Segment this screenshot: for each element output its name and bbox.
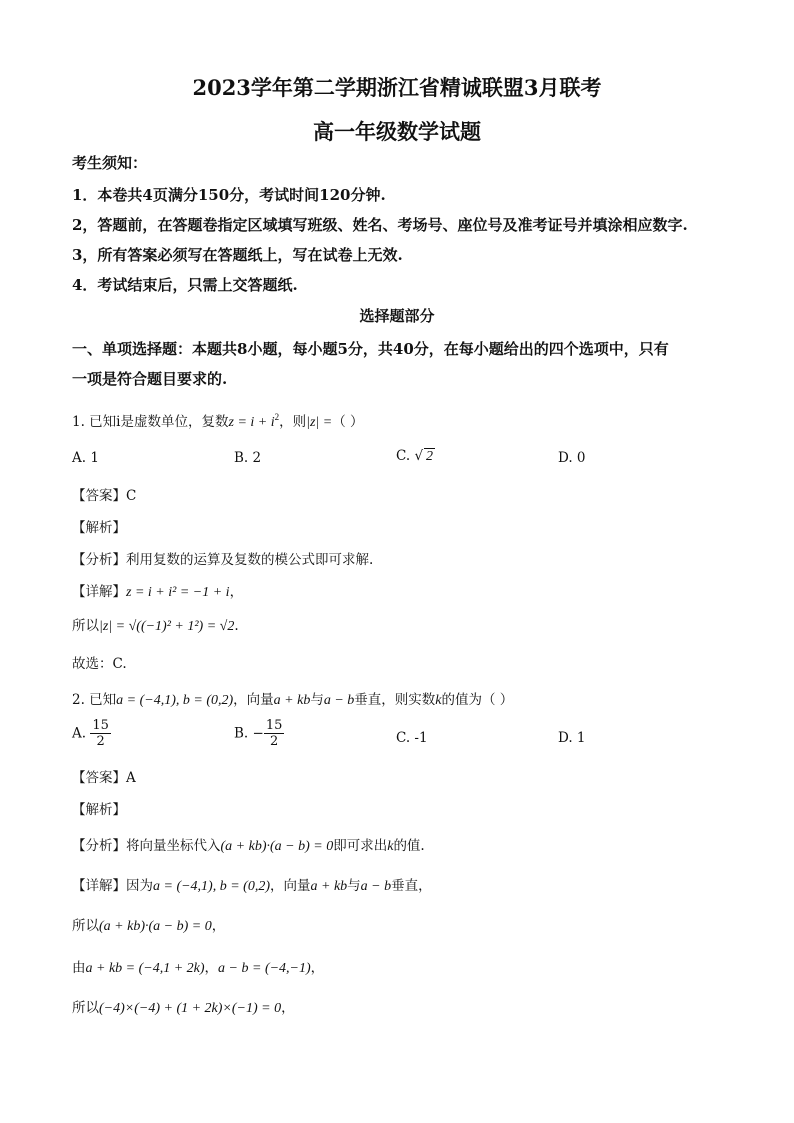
q2-answer: 【答案】A <box>72 770 136 786</box>
q1-stem-text-a: 1. 已知i是虚数单位，复数 <box>72 414 229 430</box>
q2-line4: 所以(−4)×(−4) + (1 + 2k)×(−1) = 0， <box>72 1000 295 1016</box>
q1-detail: 【详解】z = i + i² = −1 + i， <box>72 584 244 600</box>
q2-line3: 由a + kb = (−4,1 + 2k)，a − b = (−4,−1)， <box>72 960 325 976</box>
q2-option-c: C. -1 <box>396 730 428 746</box>
q1-conclusion: 故选：C. <box>72 656 127 672</box>
q2-detail: 【详解】因为a = (−4,1), b = (0,2)，向量a + kb与a − b垂直， <box>72 878 432 894</box>
q2-analysis: 【解析】 <box>72 802 126 818</box>
q1-stem <box>72 410 364 431</box>
notice-item-3: 3，所有答案必须写在答题纸上，写在试卷上无效. <box>72 246 403 264</box>
q1-option-c: C. √ 2 <box>396 448 434 464</box>
q1-option-b: B. 2 <box>234 450 262 466</box>
q2-option-b: B. − $\frac{15}{2}$ <box>234 718 283 749</box>
exam-subtitle: 高一年级数学试题 <box>313 119 481 144</box>
notice-item-1: 1．本卷共4页满分150分，考试时间120分钟. <box>72 186 386 204</box>
section-title: 选择题部分 <box>359 307 435 325</box>
q2-option-a: A. $\frac{15}{2}$ <box>72 718 109 749</box>
notice-item-4: 4．考试结束后，只需上交答题纸. <box>72 276 298 294</box>
q1-stem-abs: |z| = <box>306 415 333 430</box>
exam-title: 2023学年第二学期浙江省精诚联盟3月联考 <box>192 75 602 100</box>
q2-line2: 所以(a + kb)·(a − b) = 0， <box>72 918 226 934</box>
q1-modulus: 所以|z| = √((−1)² + 1²) = √2. <box>72 618 239 634</box>
q1-stem-text-c: （ ） <box>332 414 364 430</box>
q1-stem-math: $z = i + i^2$ <box>228 412 280 430</box>
q1-option-a: A. 1 <box>72 450 99 466</box>
q1-analysis: 【解析】 <box>72 520 126 536</box>
q1-fenxi: 【分析】利用复数的运算及复数的模公式即可求解. <box>72 552 374 568</box>
q2-stem: 2. 已知a = (−4,1), b = (0,2)，向量a + kb与a − b垂直，则实数k的值为（ ） <box>72 692 514 708</box>
notice-heading: 考生须知： <box>72 154 148 172</box>
sqrt-icon: √ <box>414 448 424 464</box>
q1-answer: 【答案】C <box>72 488 137 504</box>
notice-item-2: 2，答题前，在答题卷指定区域填写班级、姓名、考场号、座位号及准考证号并填涂相应数字. <box>72 216 688 234</box>
q1-stem-text-b: ，则 <box>279 414 307 430</box>
q2-option-d: D. 1 <box>558 730 586 746</box>
q2-fenxi: 【分析】将向量坐标代入(a + kb)·(a − b) = 0即可求出k的值. <box>72 838 425 854</box>
section-intro-line2: 一项是符合题目要求的. <box>72 370 228 388</box>
q1-option-d: D. 0 <box>558 450 586 466</box>
section-intro-line1: 一、单项选择题：本题共8小题，每小题5分，共40分，在每小题给出的四个选项中，只有 <box>72 340 669 358</box>
